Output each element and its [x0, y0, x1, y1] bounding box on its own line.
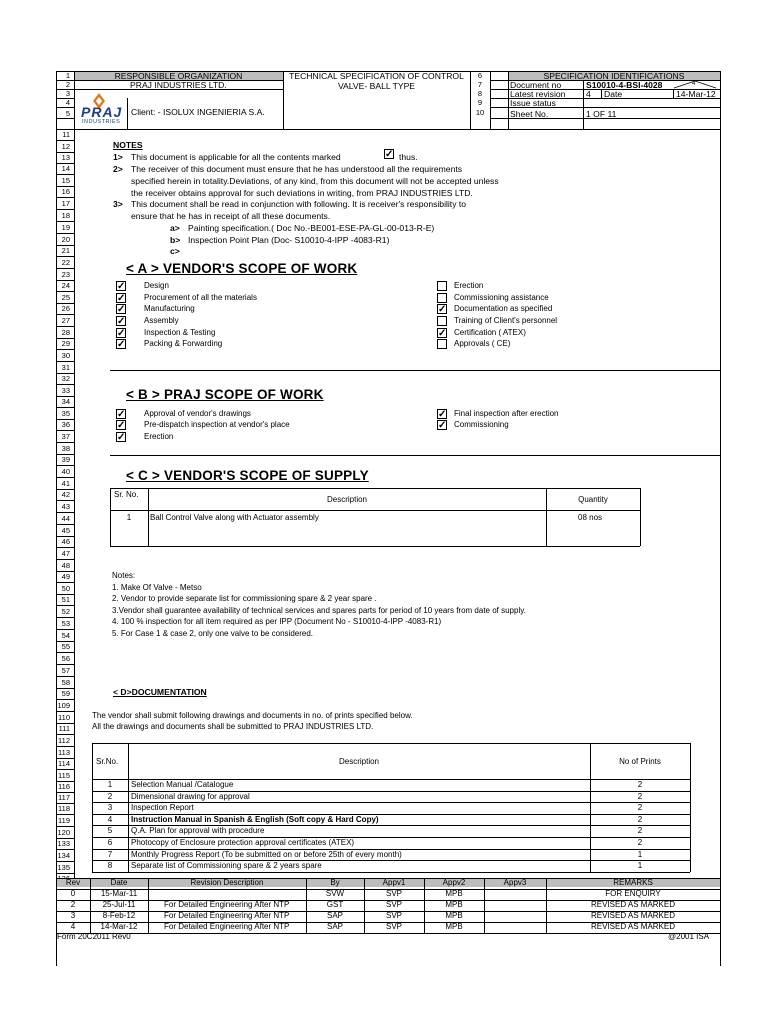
revision-cell-remarks: REVISED AS MARKED: [590, 911, 676, 920]
row-number: 15: [61, 176, 70, 185]
row-number: 58: [61, 678, 70, 687]
section-c-title: < C > VENDOR'S SCOPE OF SUPPLY: [126, 468, 369, 483]
doc-row-prints: 2: [637, 791, 643, 801]
row-number: 24: [61, 281, 70, 290]
row-number: 46: [61, 537, 70, 546]
sheet-no-value: 1 OF 11: [586, 109, 617, 119]
row-number: 17: [61, 199, 70, 208]
responsible-org-label: RESPONSIBLE ORGANIZATION: [114, 71, 243, 81]
row-number: 115: [58, 771, 70, 780]
supply-row-sr: 1: [126, 513, 132, 522]
revision-header-appv2: Appv2: [442, 878, 466, 887]
doc-row-prints: 2: [637, 780, 643, 789]
row-number: 35: [61, 409, 70, 418]
revision-header-desc: Revision Description: [190, 878, 264, 887]
supply-header-desc: Description: [326, 495, 367, 504]
revision-cell-appv2: MPB: [445, 900, 463, 909]
logo-subtext: INDUSTRIES: [82, 119, 121, 125]
row-number: 14: [61, 164, 70, 173]
row-number: 13: [61, 153, 70, 162]
doc-row-desc: Selection Manual /Catalogue: [131, 780, 234, 789]
doc-header-desc: Description: [338, 757, 379, 766]
revision-cell-rev: 3: [70, 911, 76, 920]
row-number: 110: [58, 713, 70, 722]
row-number: 114: [58, 759, 70, 768]
doc-row-prints: 2: [637, 826, 643, 836]
notes-line-1b: thus.: [399, 152, 418, 162]
spec-row-num: 10: [475, 108, 485, 117]
scope-item-label: Commissioning: [454, 420, 509, 429]
notes-line-4: the receiver obtains approval for such deviations in writing, from PRAJ INDUSTRIES LTD.: [131, 188, 473, 198]
row-number: 27: [61, 316, 70, 325]
row-number: 33: [61, 386, 70, 395]
doc-header-prints: No of Prints: [619, 757, 661, 766]
doc-row-desc: Dimensional drawing for approval: [131, 791, 250, 801]
documentation-intro-1: The vendor shall submit following drawings and documents in no. of prints specified below.: [92, 711, 413, 720]
revision-cell-date: 14-Mar-12: [100, 922, 138, 931]
revision-cell-desc: For Detailed Engineering After NTP: [164, 900, 290, 909]
notes-line-2: The receiver of this document must ensure that he has understood all the requirements: [131, 164, 463, 174]
notes-sub-a-bullet: a>: [170, 223, 180, 233]
row-number: 134: [57, 851, 70, 860]
row-number: 112: [58, 736, 70, 745]
checkbox[interactable]: ✓: [117, 420, 126, 431]
scope-item-label: Documentation as specified: [454, 304, 553, 313]
row-number: 21: [61, 246, 70, 255]
row-number: 51: [61, 595, 70, 604]
revision-cell-by: SAP: [326, 911, 343, 920]
scope-item-label: Commissioning assistance: [454, 293, 549, 302]
notes-line-1: This document is applicable for all the contents marked: [131, 152, 341, 162]
tech-spec-title-2: VALVE- BALL TYPE: [337, 81, 416, 91]
row-number: 116: [58, 782, 70, 791]
row-number: 111: [58, 724, 70, 733]
revision-header-remarks: REMARKS: [613, 878, 653, 887]
row-number: 2: [65, 80, 70, 89]
section-d-title: < D>DOCUMENTATION: [113, 687, 207, 697]
row-number: 30: [61, 351, 70, 360]
doc-row-sr: 7: [107, 849, 113, 859]
revision-cell-date: 25-Jul-11: [102, 900, 136, 909]
notes-line-5: This document shall be read in conjunction with following. It is receiver's responsibility to: [131, 199, 467, 209]
doc-row-sr: 1: [107, 780, 113, 789]
revision-cell-rev: 4: [70, 922, 76, 931]
row-number: 4: [65, 98, 70, 107]
revision-cell-desc: For Detailed Engineering After NTP: [164, 911, 290, 920]
checkbox[interactable]: [437, 281, 447, 291]
row-number: 12: [61, 142, 70, 151]
doc-row-desc: Separate list of Commissioning spare & 2 years spare: [131, 861, 322, 871]
row-number: 45: [61, 526, 70, 535]
spec-row-num: 6: [477, 71, 483, 80]
row-number: 109: [57, 701, 70, 710]
row-number: 18: [61, 211, 70, 220]
row-number: 16: [61, 187, 70, 196]
tech-spec-title-1: TECHNICAL SPECIFICATION OF CONTROL: [289, 71, 464, 81]
spec-ident-label: SPECIFICATION IDENTIFICATIONS: [543, 71, 685, 81]
doc-row-desc: Monthly Progress Report (To be submitted on or before 25th of every month): [131, 849, 402, 859]
checkbox[interactable]: [437, 316, 447, 326]
date-label: Date: [604, 89, 623, 99]
checkbox[interactable]: ✓: [438, 328, 447, 339]
praj-logo: [77, 90, 125, 128]
doc-row-sr: 2: [107, 791, 113, 801]
doc-row-prints: 1: [637, 861, 643, 871]
spec-row-num: 9: [477, 98, 483, 107]
row-number: 29: [61, 339, 70, 348]
checkbox[interactable]: ✓: [117, 432, 126, 443]
revision-cell-by: GST: [326, 900, 344, 909]
scope-item-label: Approvals ( CE): [454, 339, 511, 348]
revision-cell-rev: 0: [70, 889, 76, 898]
row-number: 1: [65, 71, 70, 80]
revision-cell-appv2: MPB: [445, 911, 463, 920]
supply-header-qty: Quantity: [578, 495, 608, 504]
notes-bullet-1: 1>: [113, 152, 123, 162]
row-number: 31: [61, 363, 70, 372]
notes-sub-a: Painting specification.( Doc No.-BE001-ESE-PA-GL-00-013-R-E): [188, 223, 435, 233]
revision-cell-remarks: FOR ENQUIRY: [605, 889, 661, 898]
row-number: 49: [61, 572, 70, 581]
notes-line-6: ensure that he has in receipt of all these documents.: [131, 211, 331, 221]
revision-cell-appv1: SVP: [385, 922, 402, 931]
doc-row-prints: 2: [637, 803, 643, 813]
checkmark-icon: ✓: [385, 149, 394, 160]
revision-header-appv1: Appv1: [382, 878, 406, 887]
sheet-no-label: Sheet No.: [510, 109, 549, 119]
revision-header-appv3: Appv3: [503, 878, 527, 887]
checkbox[interactable]: ✓: [438, 420, 447, 431]
revision-cell-appv1: SVP: [385, 900, 402, 909]
row-number: 53: [61, 619, 70, 628]
revision-cell-appv1: SVP: [385, 889, 402, 898]
row-number: 50: [61, 584, 70, 593]
revision-header-by: By: [330, 878, 340, 887]
doc-row-prints: 2: [637, 814, 643, 824]
supply-note: 1. Make Of Valve - Metso: [112, 583, 202, 592]
row-number: 26: [61, 304, 70, 313]
doc-header-sr: Sr.No.: [96, 757, 119, 766]
row-number: 39: [61, 455, 70, 464]
supply-row-desc: Ball Control Valve along with Actuator assembly: [150, 513, 319, 522]
row-number: 57: [61, 666, 70, 675]
scope-item-label: Design: [144, 281, 169, 290]
row-number: 119: [58, 816, 70, 825]
revision-cell-appv2: MPB: [445, 889, 463, 898]
revision-cell-appv1: SVP: [385, 911, 402, 920]
form-number: Form 20C2011 Rev0: [57, 932, 131, 941]
row-number: 22: [61, 258, 70, 267]
row-number: 32: [61, 374, 70, 383]
row-number: 3: [65, 89, 70, 98]
row-number: 44: [61, 514, 70, 523]
row-number: 5: [65, 109, 70, 118]
doc-no-label: Document no: [510, 80, 562, 90]
scope-item-label: Erection: [454, 281, 484, 290]
row-number: 120: [57, 828, 70, 837]
row-number: 52: [61, 607, 70, 616]
section-b-title: < B > PRAJ SCOPE OF WORK: [126, 387, 324, 402]
doc-row-desc: Photocopy of Enclosure protection approval certificates (ATEX): [131, 838, 355, 847]
scope-item-label: Packing & Forwarding: [144, 339, 223, 348]
supply-note: 3.Vendor shall guarantee availability of technical services and spares parts for period of 10 years from date of supply.: [112, 606, 526, 615]
notes-title: NOTES: [113, 140, 143, 150]
notes-line-3: specified herein in totality.Deviations, of any kind, from this document will not be accepted unless: [131, 176, 499, 186]
scope-item-label: Approval of vendor's drawings: [144, 409, 251, 418]
revision-cell-by: SAP: [326, 922, 343, 931]
copyright: @2001 ISA: [668, 932, 710, 941]
section-a-title: < A > VENDOR'S SCOPE OF WORK: [126, 261, 358, 276]
doc-row-sr: 5: [107, 826, 113, 836]
checkbox[interactable]: [437, 293, 447, 303]
doc-row-desc: Inspection Report: [131, 803, 194, 813]
checkbox[interactable]: ✓: [117, 281, 126, 292]
doc-row-prints: 1: [637, 849, 643, 859]
supply-header-sr: Sr. No.: [114, 490, 139, 499]
checkbox[interactable]: ✓: [438, 409, 447, 420]
row-number: 113: [58, 748, 70, 757]
doc-row-prints: 2: [637, 838, 643, 847]
row-number: 117: [58, 793, 70, 802]
logo-text: PRAJ: [81, 104, 123, 120]
checkbox[interactable]: ✓: [117, 328, 126, 339]
doc-row-sr: 4: [107, 814, 113, 824]
supply-note: 5. For Case 1 & case 2, only one valve to be considered.: [112, 629, 314, 638]
row-number: 28: [61, 328, 70, 337]
notes-sub-c-bullet: c>: [170, 246, 180, 256]
company-name: PRAJ INDUSTRIES LTD.: [130, 80, 227, 90]
revision-cell-appv2: MPB: [445, 922, 463, 931]
supply-row-qty: 08 nos: [578, 513, 603, 522]
supply-note: 2. Vendor to provide separate list for commissioning spare & 2 year spare .: [112, 594, 377, 603]
row-number: 135: [57, 863, 70, 872]
checkbox[interactable]: [437, 339, 447, 349]
latest-rev-label: Latest revision: [510, 89, 566, 99]
doc-no-value: S10010-4-BSI-4028: [586, 80, 663, 90]
checkbox[interactable]: ✓: [117, 409, 126, 420]
row-number: 20: [61, 235, 70, 244]
row-number: 55: [61, 642, 70, 651]
spec-row-num: 7: [477, 80, 483, 89]
checkbox[interactable]: ✓: [117, 304, 126, 315]
scope-item-label: Inspection & Testing: [144, 328, 216, 337]
row-number: 41: [61, 479, 70, 488]
doc-row-sr: 6: [107, 838, 113, 847]
doc-row-sr: 3: [107, 803, 113, 813]
row-number: 47: [61, 549, 70, 558]
row-number: 54: [61, 631, 70, 640]
scope-item-label: Certification ( ATEX): [454, 328, 526, 337]
row-number: 42: [61, 490, 70, 499]
revision-cell-date: 15-Mar-11: [100, 889, 138, 898]
revision-header-rev: Rev: [65, 878, 81, 887]
revision-header-date: Date: [110, 878, 128, 887]
row-number: 38: [61, 444, 70, 453]
client-name: Client: - ISOLUX INGENIERIA S.A.: [131, 107, 265, 117]
documentation-intro-2: All the drawings and documents shall be submitted to PRAJ INDUSTRIES LTD.: [92, 722, 374, 731]
row-number: 25: [61, 293, 70, 302]
row-number: 40: [61, 467, 70, 476]
revision-cell-rev: 2: [70, 900, 76, 909]
revision-cell-remarks: REVISED AS MARKED: [590, 922, 676, 931]
notes-sub-b: Inspection Point Plan (Doc- S10010-4-IPP -4083-R1): [188, 235, 390, 245]
row-number: 133: [57, 839, 70, 848]
revision-cell-remarks: REVISED AS MARKED: [590, 900, 676, 909]
scope-item-label: Procurement of all the materials: [144, 293, 257, 302]
revision-triangle-mark: 4: [692, 81, 696, 87]
scope-item-label: Erection: [144, 432, 174, 441]
row-number: 37: [61, 432, 70, 441]
doc-row-desc: Instruction Manual in Spanish & English (Soft copy & Hard Copy): [131, 814, 379, 824]
row-number: 11: [62, 130, 70, 139]
checkbox[interactable]: ✓: [117, 293, 126, 304]
scope-item-label: Assembly: [144, 316, 179, 325]
row-number: 34: [61, 397, 70, 406]
doc-row-desc: Q.A. Plan for approval with procedure: [131, 826, 265, 836]
checkbox[interactable]: ✓: [117, 339, 126, 350]
checkbox[interactable]: ✓: [117, 316, 126, 327]
row-number: 118: [58, 804, 70, 813]
checkbox[interactable]: ✓: [438, 304, 447, 315]
doc-row-sr: 8: [107, 861, 113, 871]
revision-cell-date: 8-Feb-12: [102, 911, 136, 920]
revision-cell-by: SVW: [325, 889, 345, 898]
supply-notes-title: Notes:: [112, 571, 136, 580]
scope-item-label: Training of Client's personnel: [454, 316, 558, 325]
scope-item-label: Manufacturing: [144, 304, 195, 313]
scope-item-label: Pre-dispatch inspection at vendor's place: [144, 420, 290, 429]
row-number: 23: [61, 270, 70, 279]
scope-item-label: Final inspection after erection: [454, 409, 559, 418]
notes-sub-b-bullet: b>: [170, 235, 181, 245]
spec-row-num: 8: [477, 89, 483, 98]
row-number: 56: [61, 654, 70, 663]
row-number: 36: [61, 420, 70, 429]
date-value: 14-Mar-12: [676, 89, 716, 99]
row-number: 43: [61, 502, 70, 511]
notes-bullet-2: 2>: [113, 164, 123, 174]
issue-status-label: Issue status: [510, 98, 556, 108]
revision-cell-desc: For Detailed Engineering After NTP: [164, 922, 290, 931]
row-number: 59: [61, 689, 70, 698]
latest-rev-value: 4: [586, 89, 591, 99]
row-number: 48: [61, 561, 70, 570]
supply-note: 4. 100 % inspection for all item required as per IPP (Document No - S10010-4-IPP -4083-R1): [112, 617, 442, 626]
row-number: 19: [61, 223, 70, 232]
notes-bullet-3: 3>: [113, 199, 123, 209]
